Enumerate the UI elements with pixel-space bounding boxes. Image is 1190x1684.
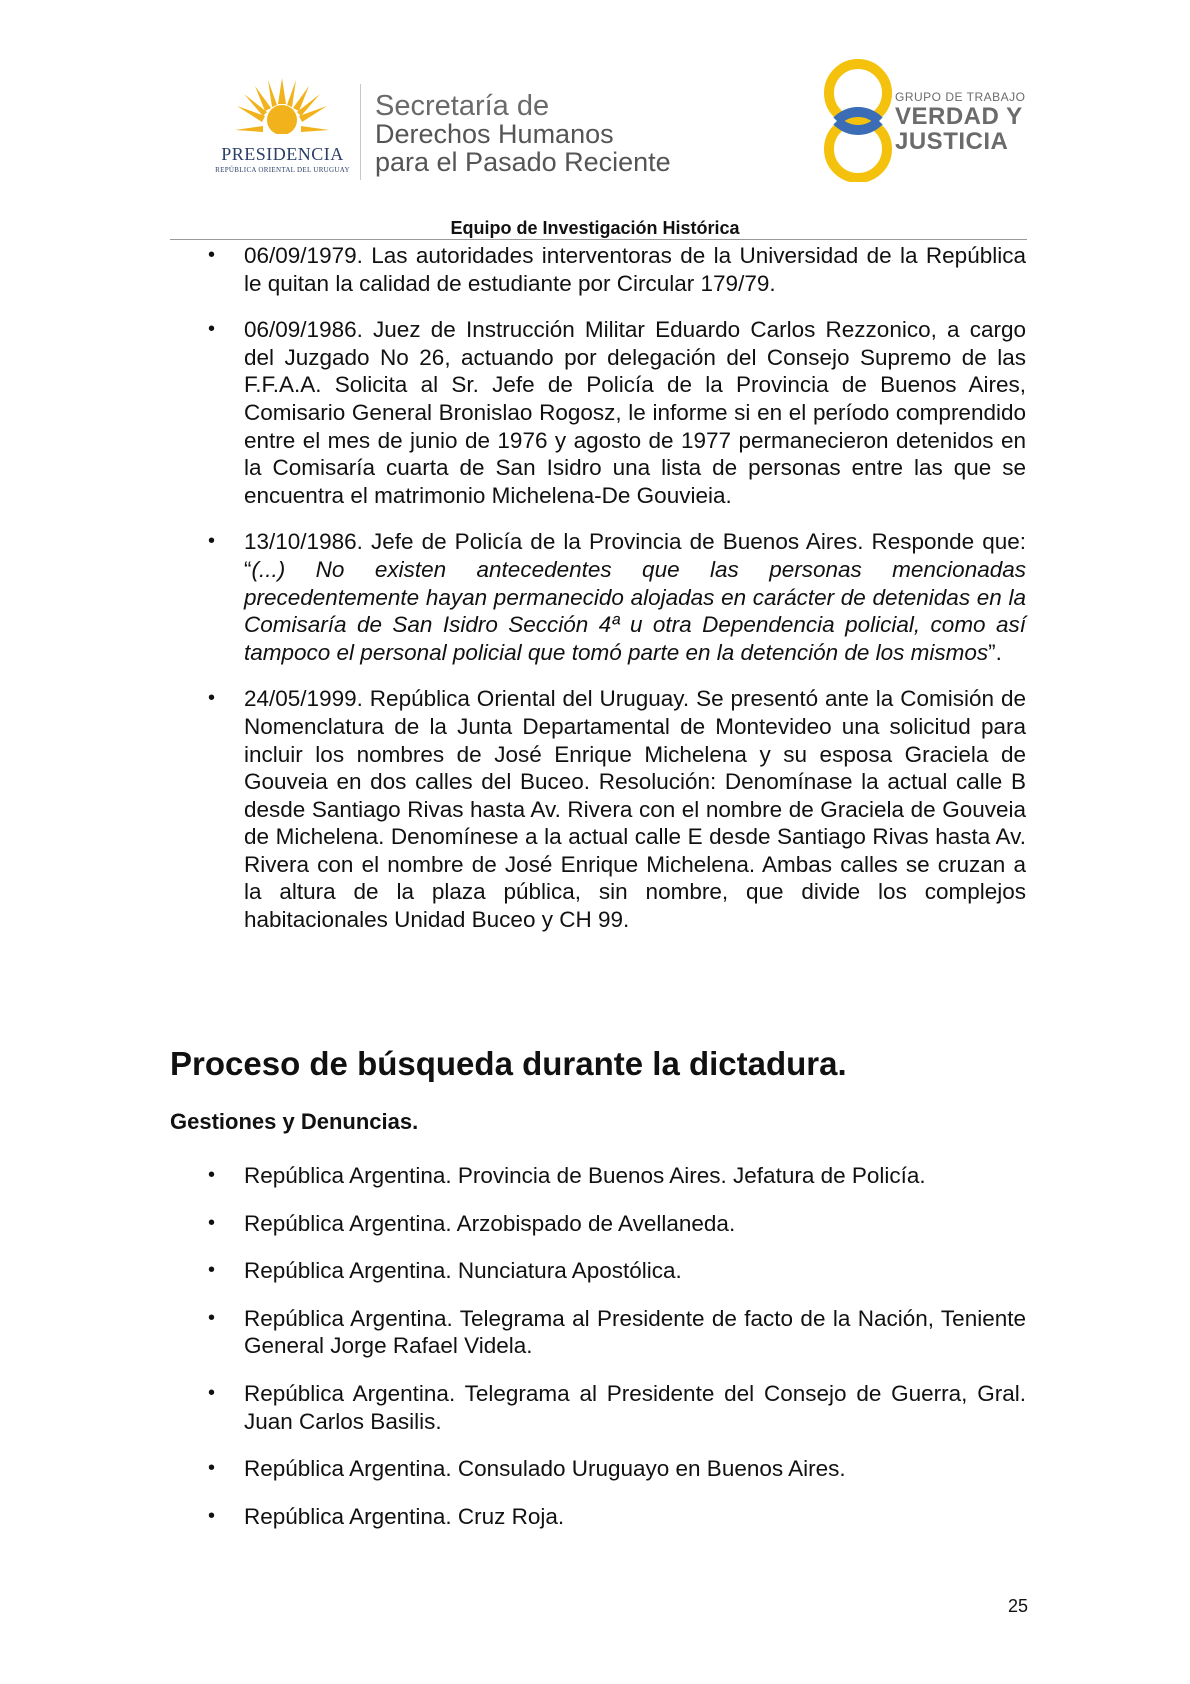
sun-icon	[235, 78, 330, 140]
bullet-icon: •	[208, 244, 216, 266]
list-item	[170, 1257, 1026, 1285]
bullet-icon: •	[208, 318, 216, 341]
subsection-title: Gestiones y Denuncias.	[170, 1109, 419, 1134]
secretaria-line-2: Derechos Humanos	[375, 119, 614, 149]
list-item	[170, 1162, 1026, 1190]
list-item-text: República Argentina. Telegrama al Presidente del Consejo de Guerra, Gral. Juan Carlos Basilis.	[244, 1380, 1026, 1434]
list-item	[170, 1455, 1026, 1483]
secretaria-line-1: Secretaría de	[375, 90, 550, 122]
list-item-text: 24/05/1999. República Oriental del Uruguay. Se presentó ante la Comisión de Nomenclatura de la Junta Departamental de Montevideo una solicitud para incluir los nombres de José Enrique Michelena y su esposa Graciela de Gouveia en dos calles del Buceo. Resolución: Denomínase la actual calle B desde Santiago Rivas hasta Av. Rivera con el nombre de Graciela de Gouveia de Michelena. Denomínese a la actual calle E desde Santiago Rivas hasta Av. Rivera con el nombre de José Enrique Michelena. Ambas calles se cruzan a la altura de la plaza pública, sin nombre, que divide los complejos habitacionales Unidad Buceo y CH 99.	[244, 686, 1026, 933]
page-header	[0, 0, 1190, 245]
header-rule	[170, 239, 1027, 240]
list-item-text: República Argentina. Provincia de Buenos Aires. Jefatura de Policía.	[244, 1163, 926, 1188]
gt-verdad-label: VERDAD Y	[895, 103, 1023, 130]
presidencia-logo	[195, 78, 365, 178]
list-item-text: 06/09/1979. Las autoridades interventoras de la Universidad de la República le quitan la calidad de estudiante por Circular 179/79.	[244, 243, 1026, 296]
list-item-text: República Argentina. Telegrama al Presidente de facto de la Nación, Teniente General Jorge Rafael Videla.	[244, 1305, 1026, 1359]
page-number: 25	[1007, 1596, 1028, 1616]
verdad-justicia-text	[895, 90, 1025, 154]
bullet-icon: •	[208, 1504, 216, 1527]
bullet-icon: •	[208, 1306, 216, 1329]
team-title: Equipo de Investigación Histórica	[450, 218, 740, 238]
list-item	[170, 316, 1026, 509]
list-item-text: República Argentina. Consulado Uruguayo en Buenos Aires.	[244, 1456, 846, 1482]
list-item-text: República Argentina. Nunciatura Apostólica.	[244, 1258, 682, 1284]
list-item	[170, 1210, 1026, 1238]
presidencia-label: PRESIDENCIA	[221, 144, 344, 164]
section-title: Proceso de búsqueda durante la dictadura.	[170, 1045, 847, 1082]
list-item	[170, 242, 1026, 297]
list-item-text	[244, 528, 1026, 666]
presidencia-sublabel: REPÚBLICA ORIENTAL DEL URUGUAY	[215, 166, 350, 174]
bullet-icon: •	[208, 1259, 216, 1282]
list-item-text: República Argentina. Arzobispado de Avellaneda.	[244, 1210, 736, 1236]
bullet-icon: •	[208, 1164, 216, 1186]
bullet-icon: •	[208, 1211, 216, 1234]
gt-small-label: GRUPO DE TRABAJO	[895, 90, 1026, 104]
list-item	[170, 1503, 1026, 1531]
gt-justicia-label: JUSTICIA	[895, 128, 1009, 155]
secretaria-logo-text	[375, 92, 671, 176]
list-item	[170, 528, 1026, 666]
list-item-text: República Argentina. Cruz Roja.	[244, 1503, 565, 1529]
list-item	[170, 1305, 1026, 1360]
list-item-text: 06/09/1986. Juez de Instrucción Militar Eduardo Carlos Rezzonico, a cargo del Juzgado No 26, actuando por delegación del Consejo Supremo de las F.F.A.A. Solicita al Sr. Jefe de Policía de la Provincia de Buenos Aires, Comisario General Bronislao Rogosz, le informe si en el período comprendido entre el mes de junio de 1976 y agosto de 1977 permanecieron detenidos en la Comisaría cuarta de San Isidro una lista de personas entre las que se encuentra el matrimonio Michelena-De Gouvieia.	[244, 317, 1026, 508]
timeline-list	[170, 242, 1026, 934]
list-item	[170, 1380, 1026, 1435]
list-item	[170, 685, 1026, 933]
bullet-icon: •	[208, 1381, 216, 1404]
bullet-icon: •	[208, 687, 216, 710]
quote-tail: ”.	[988, 639, 1002, 665]
gestiones-list	[170, 1162, 1026, 1530]
bullet-icon: •	[208, 1457, 216, 1480]
quote-italic: (...) No existen antecedentes que las personas mencionadas precedentemente hayan permanecido alojadas en carácter de detenidas en la Comisaría de San Isidro Sección 4ª u otra Dependencia policial, como así tampoco el personal policial que tomó parte en la detención de los mismos	[244, 556, 1026, 665]
quote-lead: 13/10/1986. Jefe de Policía de la Provincia de Buenos Aires. Responde que: “	[244, 529, 1026, 582]
secretaria-line-3: para el Pasado Reciente	[375, 147, 671, 177]
bullet-icon: •	[208, 530, 216, 553]
logo-divider	[360, 84, 361, 180]
